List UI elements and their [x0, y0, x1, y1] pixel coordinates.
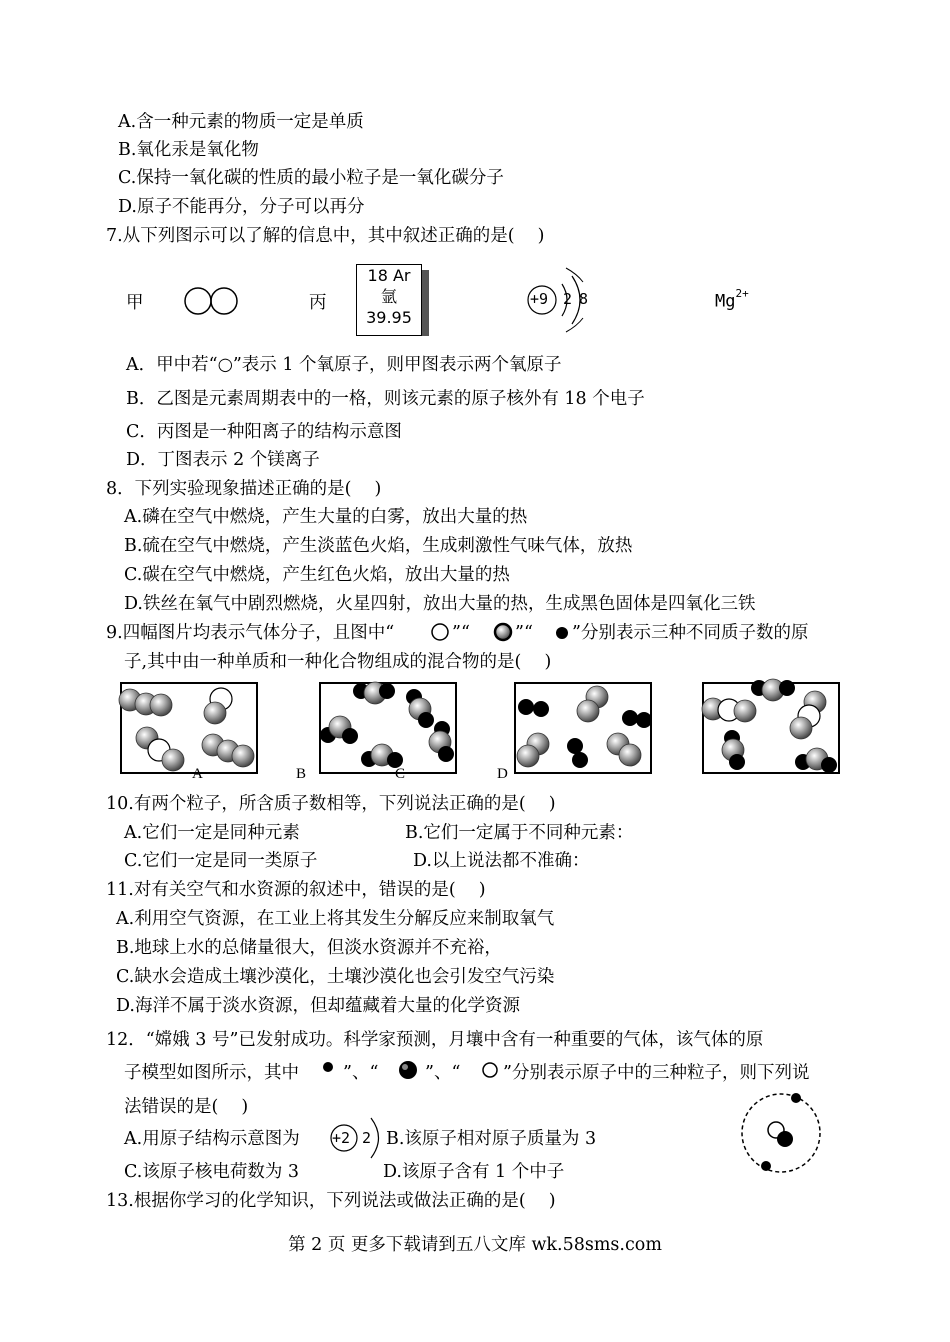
page-footer: 第 2 页 更多下载请到五八文库 wk.58sms.com — [288, 1235, 662, 1255]
legend-small-black-dot-icon — [323, 1062, 333, 1072]
q11-stem: 11.对有关空气和水资源的叙述中，错误的是( ) — [106, 880, 486, 900]
q10-option-b: B.它们一定属于不同种元素： — [405, 823, 634, 843]
oxygen-molecule-figure — [185, 288, 237, 314]
q9-stem-part3: ”“ — [515, 623, 533, 643]
legend-white-atom-icon — [432, 624, 448, 640]
q7-figure-label-bing: 丙 — [309, 293, 327, 313]
q9-stem-part1: 9.四幅图片均表示气体分子，且图中“ — [106, 623, 395, 643]
q10-option-c: C.它们一定是同一类原子 — [124, 851, 318, 871]
mg-symbol: Mg — [715, 291, 736, 312]
q12-stem-line2-c: ”、“ — [425, 1063, 461, 1083]
q9-label-d: D — [497, 766, 508, 782]
element-name: 氩 — [380, 287, 397, 306]
molecule-box-d — [702, 679, 839, 773]
q12-stem-line2-d: ”分别表示原子中的三种粒子，则下列说 — [503, 1063, 810, 1083]
q12-option-d: D.该原子含有 1 个中子 — [383, 1162, 565, 1182]
legend-gray-atom-icon — [495, 624, 511, 640]
q11-option-a: A.利用空气资源，在工业上将其发生分解反应来制取氧气 — [116, 909, 555, 929]
q11-option-d: D.海洋不属于淡水资源，但却蕴藏着大量的化学资源 — [116, 996, 520, 1016]
q7-stem: 7.从下列图示可以了解的信息中，其中叙述正确的是( ) — [106, 226, 545, 246]
q10-option-d: D.以上说法都不准确： — [413, 851, 590, 871]
q9-stem-part2: ”“ — [452, 623, 470, 643]
legend-black-atom-icon — [556, 627, 568, 639]
element-number-symbol: 18 Ar — [367, 266, 411, 285]
q12-stem-line2-a: 子模型如图所示，其中 — [124, 1063, 299, 1083]
q12-option-c: C.该原子核电荷数为 3 — [124, 1162, 300, 1182]
q7-option-a: A．甲中若“○”表示 1 个氧原子，则甲图表示两个氧原子 — [126, 355, 562, 375]
ion-shell-1: 2 — [563, 290, 573, 308]
q12-option-a: A.用原子结构示意图为 — [124, 1129, 300, 1149]
ion-shell-2: 8 — [579, 290, 589, 308]
legend-white-particle-icon — [483, 1063, 497, 1077]
periodic-table-tile — [356, 264, 422, 336]
element-tile-shadow — [421, 270, 429, 336]
q11-option-c: C.缺水会造成土壤沙漠化，土壤沙漠化也会引发空气污染 — [116, 967, 555, 987]
helium-nucleus-charge: +2 — [332, 1129, 351, 1147]
q6-option-a: A.含一种元素的物质一定是单质 — [118, 112, 364, 132]
q9-stem-line2: 子,其中由一种单质和一种化合物组成的混合物的是( ) — [124, 652, 552, 672]
q8-stem: 8．下列实验现象描述正确的是( ) — [106, 479, 382, 499]
helium-shell: 2 — [362, 1129, 372, 1147]
q10-stem: 10.有两个粒子，所含质子数相等，下列说法正确的是( ) — [106, 794, 556, 814]
q8-option-c: C.碳在空气中燃烧，产生红色火焰，放出大量的热 — [124, 565, 510, 585]
molecule-box-b — [320, 682, 456, 773]
q9-label-c: C — [395, 766, 406, 782]
q12-stem-line3: 法错误的是( ) — [124, 1097, 249, 1117]
magnesium-ion-symbol — [715, 287, 749, 312]
element-mass: 39.95 — [366, 308, 412, 327]
legend-gray-black-particle-icon — [399, 1061, 417, 1079]
q6-option-c: C.保持一氧化碳的性质的最小粒子是一氧化碳分子 — [118, 168, 504, 188]
q8-option-b: B.硫在空气中燃烧，产生淡蓝色火焰，生成刺激性气味气体，放热 — [124, 536, 633, 556]
q7-figure-label-jia: 甲 — [126, 293, 144, 313]
q12-stem-line2-b: ”、“ — [343, 1063, 379, 1083]
q6-option-b: B.氧化汞是氧化物 — [118, 140, 259, 160]
q7-option-b: B．乙图是元素周期表中的一格，则该元素的原子核外有 18 个电子 — [126, 389, 645, 409]
q13-stem: 13.根据你学习的化学知识，下列说法或做法正确的是( ) — [106, 1191, 556, 1211]
atom-model-figure — [742, 1093, 820, 1172]
q7-option-c: C．丙图是一种阳离子的结构示意图 — [126, 422, 402, 442]
q9-label-b: B — [296, 766, 307, 782]
q10-option-a: A.它们一定是同种元素 — [124, 823, 300, 843]
mg-charge: 2+ — [735, 287, 749, 300]
q9-label-a: A — [192, 766, 203, 782]
q12-stem-line1: 12．“嫦娥 3 号”已发射成功。科学家预测，月壤中含有一种重要的气体，该气体的原 — [106, 1030, 764, 1050]
q6-option-d: D.原子不能再分，分子可以再分 — [118, 197, 365, 217]
q11-option-b: B.地球上水的总储量很大，但淡水资源并不充裕， — [116, 938, 502, 958]
q12-option-b: B.该原子相对原子质量为 3 — [386, 1129, 597, 1149]
molecule-box-a — [119, 683, 257, 773]
q9-stem-part4: ”分别表示三种不同质子数的原 — [572, 623, 809, 643]
q7-option-d: D．丁图表示 2 个镁离子 — [126, 450, 320, 470]
molecule-box-c — [515, 683, 652, 773]
q8-option-d: D.铁丝在氧气中剧烈燃烧，火星四射，放出大量的热，生成黑色固体是四氧化三铁 — [124, 594, 756, 614]
q8-option-a: A.磷在空气中燃烧，产生大量的白雾，放出大量的热 — [124, 507, 528, 527]
ion-nucleus-charge: +9 — [530, 290, 549, 308]
